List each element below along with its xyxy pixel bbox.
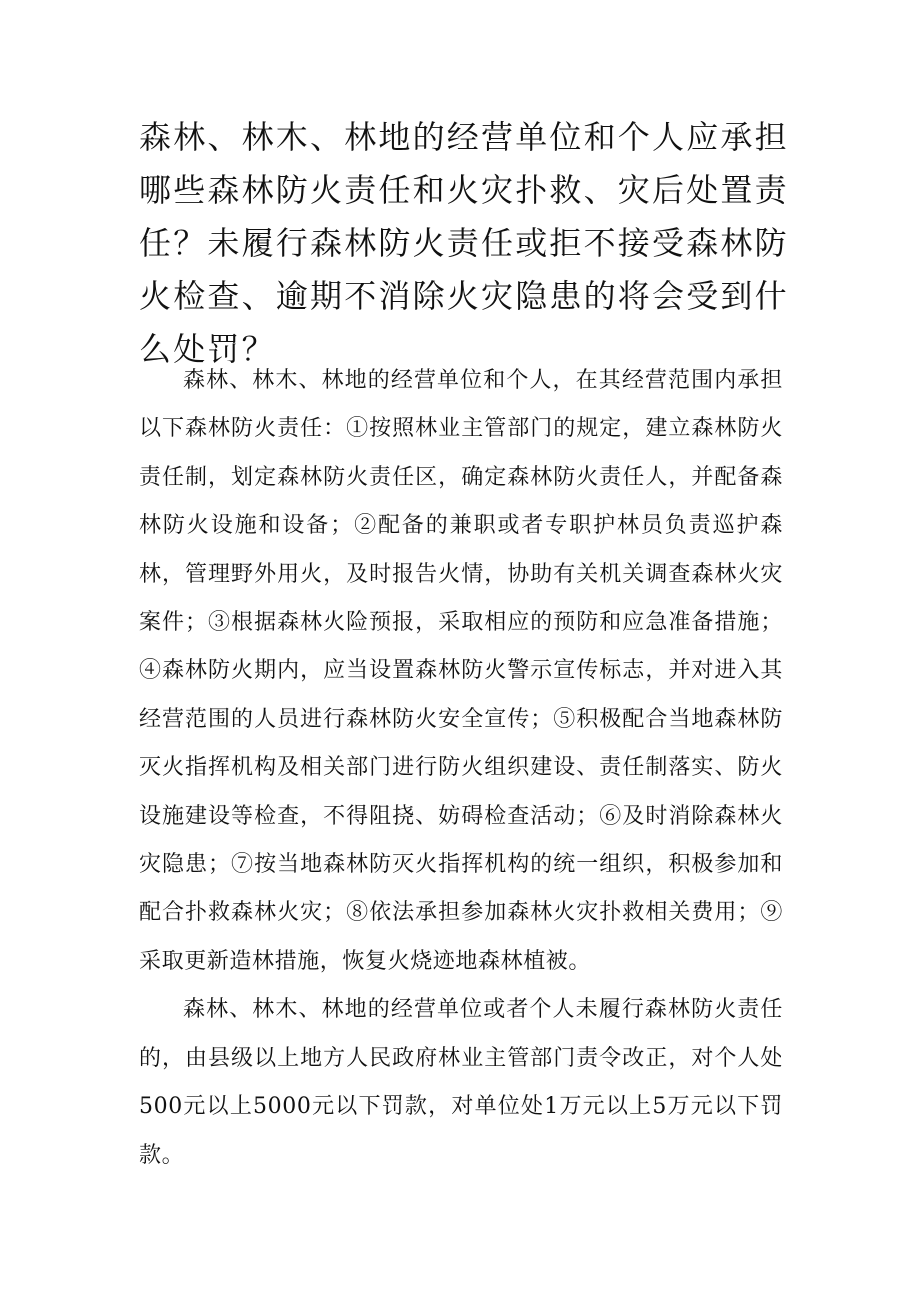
penalty-paragraph: 森林、林木、林地的经营单位或者个人未履行森林防火责任的，由县级以上地方人民政府林业主管部门责令改正，对个人处500元以上5000元以下罚款，对单位处1万元以上5万元以下罚款。 bbox=[139, 997, 783, 1168]
question-title: 森林、林木、林地的经营单位和个人应承担哪些森林防火责任和火灾扑救、灾后处置责任？未履行森林防火责任或拒不接受森林防火检查、逾期不消除火灾隐患的将会受到什么处罚？ bbox=[139, 118, 789, 368]
answer-body bbox=[139, 357, 783, 1180]
responsibility-paragraph: 森林、林木、林地的经营单位和个人，在其经营范围内承担以下森林防火责任：①按照林业主管部门的规定，建立森林防火责任制，划定森林防火责任区，确定森林防火责任人，并配备森林防火设施和设备；②配备的兼职或者专职护林员负责巡护森林，管理野外用火，及时报告火情，协助有关机关调查森林火灾案件；③根据森林火险预报，采取相应的预防和应急准备措施；④森林防火期内，应当设置森林防火警示宣传标志，并对进入其经营范围的人员进行森林防火安全宣传；⑤积极配合当地森林防灭火指挥机构及相关部门进行防火组织建设、责任制落实、防火设施建设等检查，不得阻挠、妨碍检查活动；⑥及时消除森林火灾隐患；⑦按当地森林防灭火指挥机构的统一组织，积极参加和配合扑救森林火灾；⑧依法承担参加森林火灾扑救相关费用；⑨采取更新造林措施，恢复火烧迹地森林植被。 bbox=[139, 368, 783, 974]
